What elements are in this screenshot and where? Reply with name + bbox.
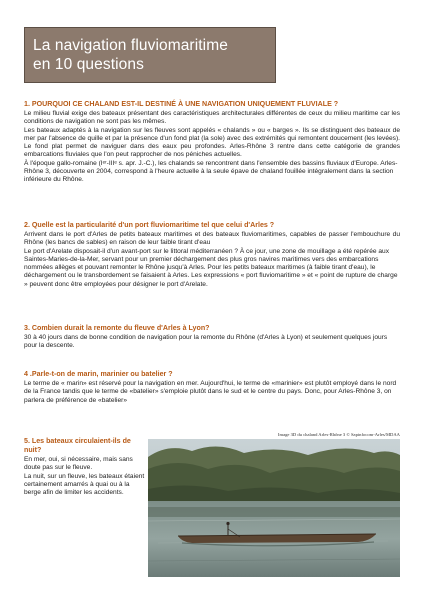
question-heading: 4 .Parle-t-on de marin, marinier ou batelier ? [24, 370, 173, 378]
photo-caption: Image 3D du chaland Arles-Rhône 3 © Sapinfocom-Arles/MDAA [277, 432, 400, 437]
section-1 [24, 100, 400, 185]
question-heading: 5. Les bateaux circulaient-ils de nuit? [24, 437, 131, 454]
title-box [24, 27, 276, 83]
section-2 [24, 221, 400, 289]
river-scene-illustration [148, 439, 400, 577]
paragraph: Les bateaux adaptés à la navigation sur les fleuves sont appelés « chalands » ou « barges ». Ils se distinguent des bateaux de mer par l'absence de quille et par la présence d'un fond plat (la sole) avec des extrémités qui remontent doucement (les levées). Le fond plat permet de naviguer dans des eaux peu profondes. Arles-Rhône 3 rentre dans cette catégorie de grandes embarcations fluviales que l'on peut rapprocher de nos péniches actuelles. [24, 126, 400, 159]
paragraph: Le port d'Arelate disposait-il d'un avant-port sur le littoral méditerranéen ? À ce jour, une zone de mouillage a été repérée aux Saintes-Maries-de-la-Mer, servant pour un premier déchargement des plus gros navires maritimes vers des embarcations nommées allèges et pouvant remonter le Rhône jusqu'à Arles. Pour les petits bateaux maritimes (à faible tirant d'eau), le déchargement ou le transbordement se faisaient à Arles. Les expressions « port fluviomaritime » et « point de rupture de charge » peuvent donc être employées pour désigner le port d'Arelate. [24, 247, 398, 288]
question-heading: 2. Quelle est la particularité d'un port fluviomaritime tel que celui d'Arles ? [24, 221, 275, 229]
page-title-line-2: en 10 questions [33, 56, 144, 73]
section-5 [24, 437, 146, 497]
paragraph: Le milieu fluvial exige des bateaux présentant des caractéristiques architecturales différentes de ceux du milieu maritime car les conditions de navigation ne sont pas les mêmes. [24, 110, 400, 126]
paragraph: À l'époque gallo-romaine (Iᵉʳ-IIIᵉ s. apr. J.-C.), les chalands se rencontrent dans l'ensemble des bassins fluviaux d'Europe. Arles-Rhône 3, découverte en 2004, correspond à l'heure actuelle à la seule épave de chaland fouillée intégralement dans la section inférieure du Rhône. [24, 159, 398, 184]
barge-3d-image [148, 439, 400, 577]
paragraph: La nuit, sur un fleuve, les bateaux étaient certainement amarrés à quai ou à la berge afin de limiter les accidents. [24, 472, 145, 497]
paragraph: 30 à 40 jours dans de bonne condition de navigation pour la remonte du Rhône (d'Arles à Lyon) et seulement quelques jours pour la descente. [24, 334, 388, 350]
paragraph: En mer, oui, si nécessaire, mais sans doute pas sur le fleuve. [24, 456, 133, 472]
section-3 [24, 324, 400, 351]
section-4 [24, 370, 400, 405]
paragraph: Arrivent dans le port d'Arles de petits bateaux maritimes et des bateaux fluviomaritimes, capables de passer l'embouchure du Rhône (les bancs de sables) en raison de leur faible tirant d'eau [24, 231, 400, 247]
paragraph: Le terme de « marin» est réservé pour la navigation en mer. Aujourd'hui, le terme de «marinier» est plutôt employé dans le nord de la France tandis que le terme de «batelier» s'emploie plutôt dans le sud et le centre du pays. Donc, pour Arles-Rhône 3, on parlera de préférence de «batelier» [24, 380, 397, 404]
question-heading: 3. Combien durait la remonte du fleuve d'Arles à Lyon? [24, 324, 210, 332]
page-title-line-1: La navigation fluviomaritime [33, 37, 228, 54]
question-heading: 1. POURQUOI CE CHALAND EST-IL DESTINÉ À UNE NAVIGATION UNIQUEMENT FLUVIALE ? [24, 100, 339, 108]
